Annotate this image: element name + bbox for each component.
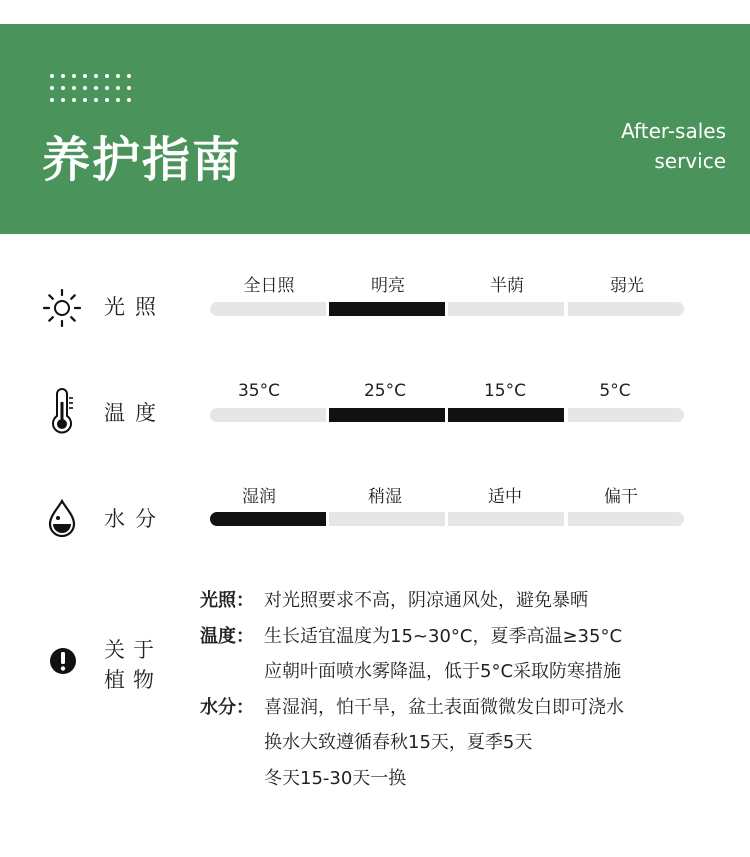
row-light [0, 272, 750, 352]
dot [105, 74, 109, 78]
dot [61, 74, 65, 78]
care-notes [200, 583, 624, 796]
level-bar-segment [568, 408, 684, 422]
dot [94, 98, 98, 102]
exclamation-icon [46, 644, 80, 678]
segment-label: 偏干 [604, 487, 638, 507]
note-key: 光照： [200, 590, 254, 611]
note-text: 应朝叶面喷水雾降温，低于5°C采取防寒措施 [264, 661, 622, 682]
note-key: 温度： [200, 625, 254, 647]
dot [50, 86, 54, 90]
segment-label: 15°C [483, 381, 526, 401]
dot [72, 74, 76, 78]
dot [83, 86, 87, 90]
dot [105, 86, 109, 90]
dot [61, 98, 65, 102]
segment-label: 35°C [237, 381, 280, 401]
subtitle-line-2: service [654, 149, 726, 173]
page-title: 养护指南 [42, 132, 243, 188]
note-text: 生长适宜温度为15~30°C，夏季高温≥35°C [264, 625, 623, 647]
segment-label: 适中 [488, 487, 522, 507]
segment-label: 稍湿 [368, 487, 402, 507]
segment-label: 25°C [363, 381, 406, 401]
dot [94, 86, 98, 90]
dot [61, 86, 65, 90]
page-subtitle [621, 116, 726, 176]
note-line [200, 583, 624, 619]
note-text: 喜湿润，怕干旱，盆土表面微微发白即可浇水 [264, 696, 624, 718]
water-drop-icon [40, 496, 84, 540]
note-text: 对光照要求不高，阴凉通风处，避免暴晒 [264, 590, 588, 611]
row-temperature [0, 378, 750, 458]
level-bar-segment [210, 512, 326, 526]
dot [72, 98, 76, 102]
level-bar-segment [568, 512, 684, 526]
level-bar-segment [329, 512, 445, 526]
dot [94, 74, 98, 78]
subtitle-line-1: After-sales [621, 119, 726, 143]
note-line [200, 761, 624, 797]
level-bar-segment [448, 408, 564, 422]
sun-icon [40, 286, 84, 330]
segment-label: 湿润 [242, 487, 276, 507]
segment-label: 明亮 [371, 276, 405, 296]
level-bar-segment [329, 302, 445, 316]
dot [127, 74, 131, 78]
segment-label: 全日照 [243, 276, 295, 296]
level-bar-segment [210, 302, 326, 316]
level-bar-segment [210, 408, 326, 422]
segment-label: 5°C [599, 381, 631, 401]
note-line [200, 654, 624, 690]
note-line [200, 690, 624, 726]
row-water [0, 484, 750, 564]
header-banner [0, 24, 750, 234]
dots-decoration [50, 74, 140, 114]
note-line [200, 725, 624, 761]
level-bar-segment [568, 302, 684, 316]
row-label-temperature: 温度 [104, 401, 166, 425]
note-text: 换水大致遵循春秋15天，夏季5天 [264, 732, 533, 753]
dot [127, 86, 131, 90]
dot [83, 98, 87, 102]
level-bar-segment [329, 408, 445, 422]
note-text: 冬天15-30天一换 [264, 767, 407, 789]
dot [127, 98, 131, 102]
note-line [200, 619, 624, 655]
row-label-water: 水分 [104, 507, 166, 531]
note-key: 水分： [200, 696, 254, 718]
dot [50, 74, 54, 78]
segment-label: 弱光 [610, 276, 644, 296]
dot [83, 74, 87, 78]
row-label-light: 光照 [104, 295, 166, 319]
thermometer-icon [40, 388, 84, 432]
dot [105, 98, 109, 102]
dot [116, 86, 120, 90]
dot [72, 86, 76, 90]
about-plant-label: 关于植物 [104, 638, 162, 692]
segment-label: 半荫 [490, 276, 524, 296]
dot [50, 98, 54, 102]
dot [116, 98, 120, 102]
dot [116, 74, 120, 78]
level-bar-segment [448, 512, 564, 526]
level-bar-segment [448, 302, 564, 316]
